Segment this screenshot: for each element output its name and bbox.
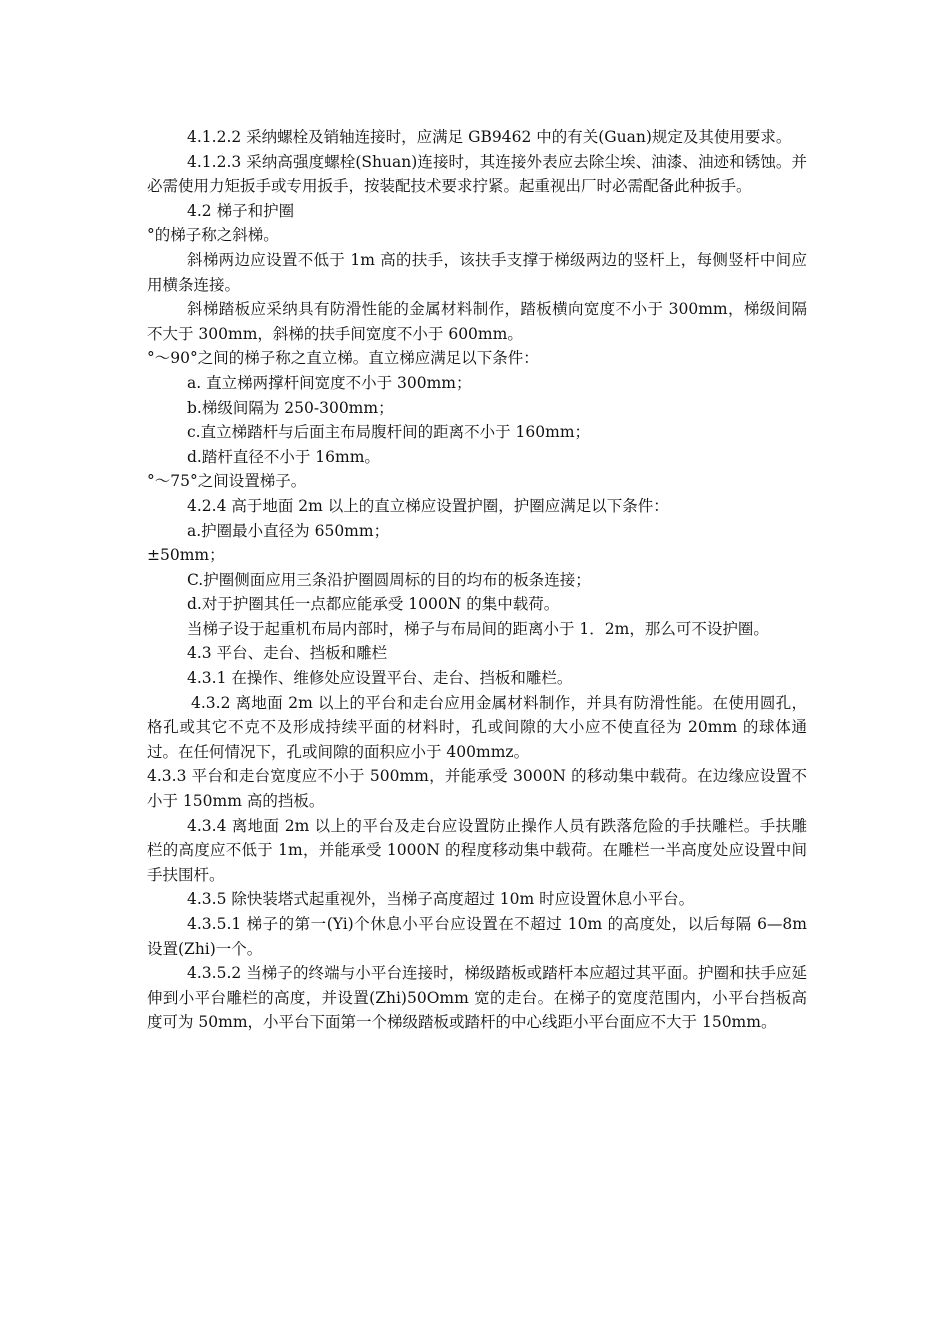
paragraph-no-cage: 当梯子设于起重机布局内部时，梯子与布局间的距离小于 1．2m，那么可不设护圈。 bbox=[187, 619, 769, 638]
list-item-cage-b: ±50mm； bbox=[147, 546, 225, 565]
paragraph-4-3-2: 4.3.2 离地面 2m 以上的平台和走台应用金属材料制作，并具有防滑性能。在使用圆孔，格孔或其它不克不及形成持续平面的材料时，孔或间隙的大小应不使直径为 20mm 的球体通过。在任何情况下，孔或间隙的面积应小于 400mmz。 bbox=[147, 693, 807, 761]
list-item-d: d.踏杆直径不小于 16mm。 bbox=[187, 447, 380, 466]
paragraph-inclined-ladder-def: °的梯子称之斜梯。 bbox=[147, 226, 279, 245]
list-item-cage-a: a.护圈最小直径为 650mm； bbox=[187, 521, 390, 540]
paragraph-angle-range: °～75°之间设置梯子。 bbox=[147, 472, 307, 491]
paragraph-4-3-5: 4.3.5 除快装塔式起重视外，当梯子高度超过 10m 时应设置休息小平台。 bbox=[187, 890, 695, 909]
list-item-b: b.梯级间隔为 250-300mm； bbox=[187, 398, 394, 417]
list-item-a: a. 直立梯两撑杆间宽度不小于 300mm； bbox=[187, 373, 472, 392]
paragraph-4-3-4: 4.3.4 离地面 2m 以上的平台及走台应设置防止操作人员有跌落危险的手扶雕栏。手扶雕栏的高度应不低于 1m，并能承受 1000N 的程度移动集中载荷。在雕栏一半高度处应设置中间手扶围杆。 bbox=[147, 816, 807, 884]
list-item-cage-d: d.对于护圈其任一点都应能承受 1000N 的集中载荷。 bbox=[187, 595, 560, 614]
list-item-c: c.直立梯踏杆与后面主布局腹杆间的距离不小于 160mm； bbox=[187, 423, 591, 442]
heading-4-2: 4.2 梯子和护圈 bbox=[187, 201, 295, 220]
paragraph-inclined-tread: 斜梯踏板应采纳具有防滑性能的金属材料制作，踏板横向宽度不小于 300mm，梯级间隔不大于 300mm，斜梯的扶手间宽度不小于 600mm。 bbox=[147, 300, 807, 343]
paragraph-inclined-handrail: 斜梯两边应设置不低于 1m 高的扶手，该扶手支撑于梯级两边的竖杆上，每侧竖杆中间应用横条连接。 bbox=[147, 250, 807, 294]
heading-4-3: 4.3 平台、走台、挡板和雕栏 bbox=[187, 644, 388, 663]
paragraph-4-3-1: 4.3.1 在操作、维修处应设置平台、走台、挡板和雕栏。 bbox=[187, 669, 573, 688]
paragraph-4-3-3: 4.3.3 平台和走台宽度应不小于 500mm，并能承受 3000N 的移动集中载荷。在边缘应设置不小于 150mm 高的挡板。 bbox=[147, 767, 807, 811]
paragraph-vertical-ladder-def: °～90°之间的梯子称之直立梯。直立梯应满足以下条件： bbox=[147, 349, 539, 368]
list-item-cage-c: C.护圈侧面应用三条沿护圈圆周标的目的均布的板条连接； bbox=[187, 570, 591, 589]
paragraph-4-3-5-1: 4.3.5.1 梯子的第一(Yi)个休息小平台应设置在不超过 10m 的高度处，以后每隔 6—8m 设置(Zhi)一个。 bbox=[147, 915, 807, 958]
paragraph-4-1-2-3: 4.1.2.3 采纳高强度螺栓(Shuan)连接时，其连接外表应去除尘埃、油漆、油迹和锈蚀。并必需使用力矩扳手或专用扳手，按装配技术要求拧紧。起重视出厂时必需配备此种扳手。 bbox=[147, 152, 807, 196]
paragraph-4-1-2-2: 4.1.2.2 采纳螺栓及销轴连接时，应满足 GB9462 中的有关(Guan)规定及其使用要求。 bbox=[187, 128, 792, 146]
paragraph-4-3-5-2: 4.3.5.2 当梯子的终端与小平台连接时，梯级踏板或踏杆本应超过其平面。护圈和扶手应延伸到小平台雕栏的高度，并设置(Zhi)50Omm 宽的走台。在梯子的宽度范围内，小平台挡板高度可为 50mm，小平台下面第一个梯级踏板或踏杆的中心线距小平台面应不大于 150mm。 bbox=[147, 964, 807, 1032]
document-body bbox=[147, 125, 807, 1035]
paragraph-4-2-4: 4.2.4 高于地面 2m 以上的直立梯应设置护圈，护圈应满足以下条件： bbox=[187, 496, 669, 515]
